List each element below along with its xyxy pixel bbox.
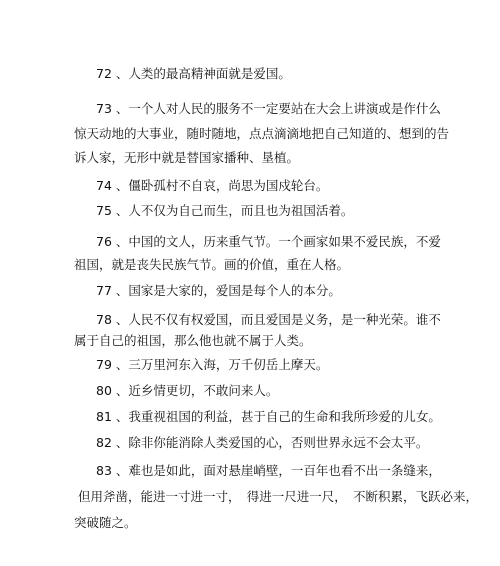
entry-72-line-1: 72 、人类的最高精神面就是爱国。	[96, 66, 291, 81]
entry-75-line-1: 75 、人不仅为自己而生，而且也为祖国活着。	[96, 203, 354, 218]
entry-81-line-1: 81 、我重视祖国的利益，甚于自己的生命和我所珍爱的儿女。	[96, 409, 441, 424]
entry-73-line-3: 诉人家，无形中就是替国家播种、垦植。	[74, 150, 300, 165]
entry-76-line-2: 祖国，就是丧失民族气节。画的价值，重在人格。	[74, 257, 350, 272]
entry-78-line-1: 78 、人民不仅有权爱国，而且爱国是义务，是一种光荣。谁不	[96, 312, 441, 327]
entry-76-line-1: 76 、中国的文人，历来重气节。一个画家如果不爱民族，不爱	[96, 234, 441, 249]
entry-73-line-1: 73 、一个人对人民的服务不一定要站在大会上讲演或是作什么	[96, 101, 441, 116]
entry-83-line-2: 但用斧凿，能进一寸进一寸， 得进一尺进一尺， 不断积累，飞跃必来，	[78, 489, 479, 504]
entry-83-line-1: 83 、难也是如此，面对悬崖峭壁，一百年也看不出一条缝来，	[96, 463, 441, 478]
entry-80-line-1: 80 、近乡情更切，不敢问来人。	[96, 383, 279, 398]
entry-83-line-3: 突破随之。	[74, 515, 137, 530]
entry-77-line-1: 77 、国家是大家的，爱国是每个人的本分。	[96, 283, 341, 298]
entry-74-line-1: 74 、僵卧孤村不自哀，尚思为国戍轮台。	[96, 178, 329, 193]
entry-73-line-2: 惊天动地的大事业，随时随地，点点滴滴地把自己知道的、想到的告	[74, 126, 450, 141]
entry-82-line-1: 82 、除非你能消除人类爱国的心，否则世界永远不会太平。	[96, 435, 429, 450]
entry-79-line-1: 79 、三万里河东入海，万千仞岳上摩天。	[96, 357, 329, 372]
entry-78-line-2: 属于自己的祖国，那么他也就不属于人类。	[74, 333, 312, 348]
